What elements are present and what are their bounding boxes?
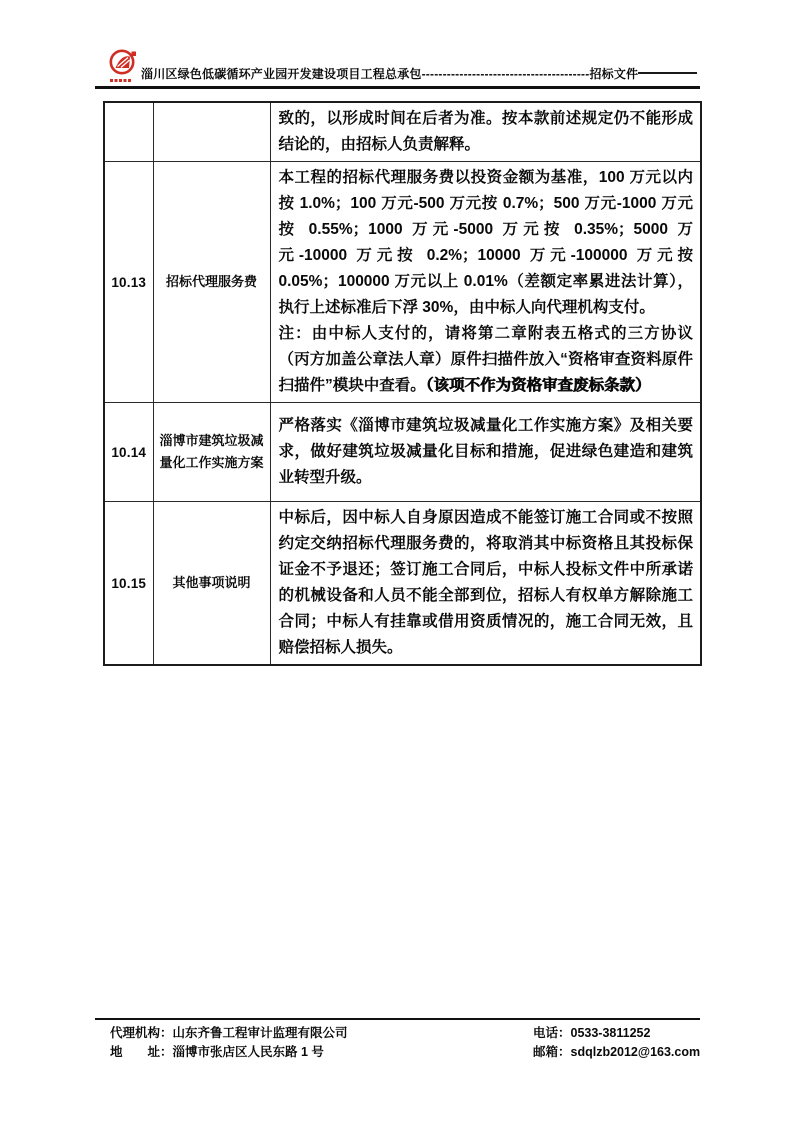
agency-fee-paragraph: 本工程的招标代理服务费以投资金额为基准，100 万元以内按 1.0%；100 万元-500 万元按 0.7%；500 万元-1000 万元按 0.55%；1000 万元-5000 万元按 0.35%；5000 万元-10000 万元按 0.2%；10000 万元-100000 万元按 0.05%；100000 万元以上 0.01%（差额定率累进法计算），执行上述标准后下浮 30%，由中标人向代理机构支付。	[278, 169, 693, 316]
header-dash-leader: ----------------------------------------	[421, 67, 590, 81]
row-label-cell: 淄博市建筑垃圾减量化工作实施方案	[153, 403, 270, 502]
header-doc-type: 招标文件	[589, 67, 639, 81]
row-label-cell	[153, 102, 270, 162]
footer-rule	[95, 1018, 700, 1020]
table-row-continuation	[104, 102, 701, 162]
header-title	[141, 65, 638, 82]
company-logo	[107, 47, 141, 87]
note-text: 注：由中标人支付的，请将第二章附表五格式的三方协议（丙方加盖公章法人章）原件扫描件放入“资格审查资料原件扫描件”模块中查看。	[278, 325, 693, 394]
company-logo-icon	[107, 47, 141, 87]
footer-agency-line: 代理机构：山东齐鲁工程审计监理有限公司	[110, 1026, 348, 1040]
footer-phone-line: 电话：0533-3811252	[533, 1026, 651, 1040]
conditions-table	[103, 101, 702, 666]
row-content-cell: 中标后，因中标人自身原因造成不能签订施工合同或不按照约定交纳招标代理服务费的，将取消其中标资格且其投标保证金不予退还；签订施工合同后，中标人投标文件中所承诺的机械设备和人员不能全部到位，招标人有权单方解除施工合同；中标人有挂靠或借用资质情况的，施工合同无效，且赔偿招标人损失。	[270, 502, 701, 666]
table-row-10-14	[104, 403, 701, 502]
footer-agency-block	[110, 1024, 348, 1061]
row-content-cell: 严格落实《淄博市建筑垃圾减量化工作实施方案》及相关要求，做好建筑垃圾减量化目标和措施，促进绿色建造和建筑业转型升级。	[270, 403, 701, 502]
note-bold-text: （该项不作为资格审查废标条款）	[425, 377, 651, 394]
footer-address-line: 地 址：淄博市张店区人民东路 1 号	[110, 1044, 324, 1059]
table-row-10-13	[104, 162, 701, 403]
row-content-cell: 致的，以形成时间在后者为准。按本款前述规定仍不能形成结论的，由招标人负责解释。	[270, 102, 701, 162]
row-number-cell: 10.15	[104, 502, 153, 666]
header-short-rule	[638, 72, 697, 74]
row-number-cell: 10.13	[104, 162, 153, 403]
footer-contact-block	[533, 1024, 700, 1061]
row-content-cell	[270, 162, 701, 403]
row-label-cell: 其他事项说明	[153, 502, 270, 666]
header-rule	[95, 86, 700, 89]
row-label-cell: 招标代理服务费	[153, 162, 270, 403]
row-number-cell: 10.14	[104, 403, 153, 502]
table-row-10-15	[104, 502, 701, 666]
agency-fee-note	[279, 321, 694, 399]
row-number-cell	[104, 102, 153, 162]
header-project-name: 淄川区绿色低碳循环产业园开发建设项目工程总承包	[141, 67, 422, 81]
footer-email-line: 邮箱：sdqlzb2012@163.com	[533, 1044, 701, 1059]
